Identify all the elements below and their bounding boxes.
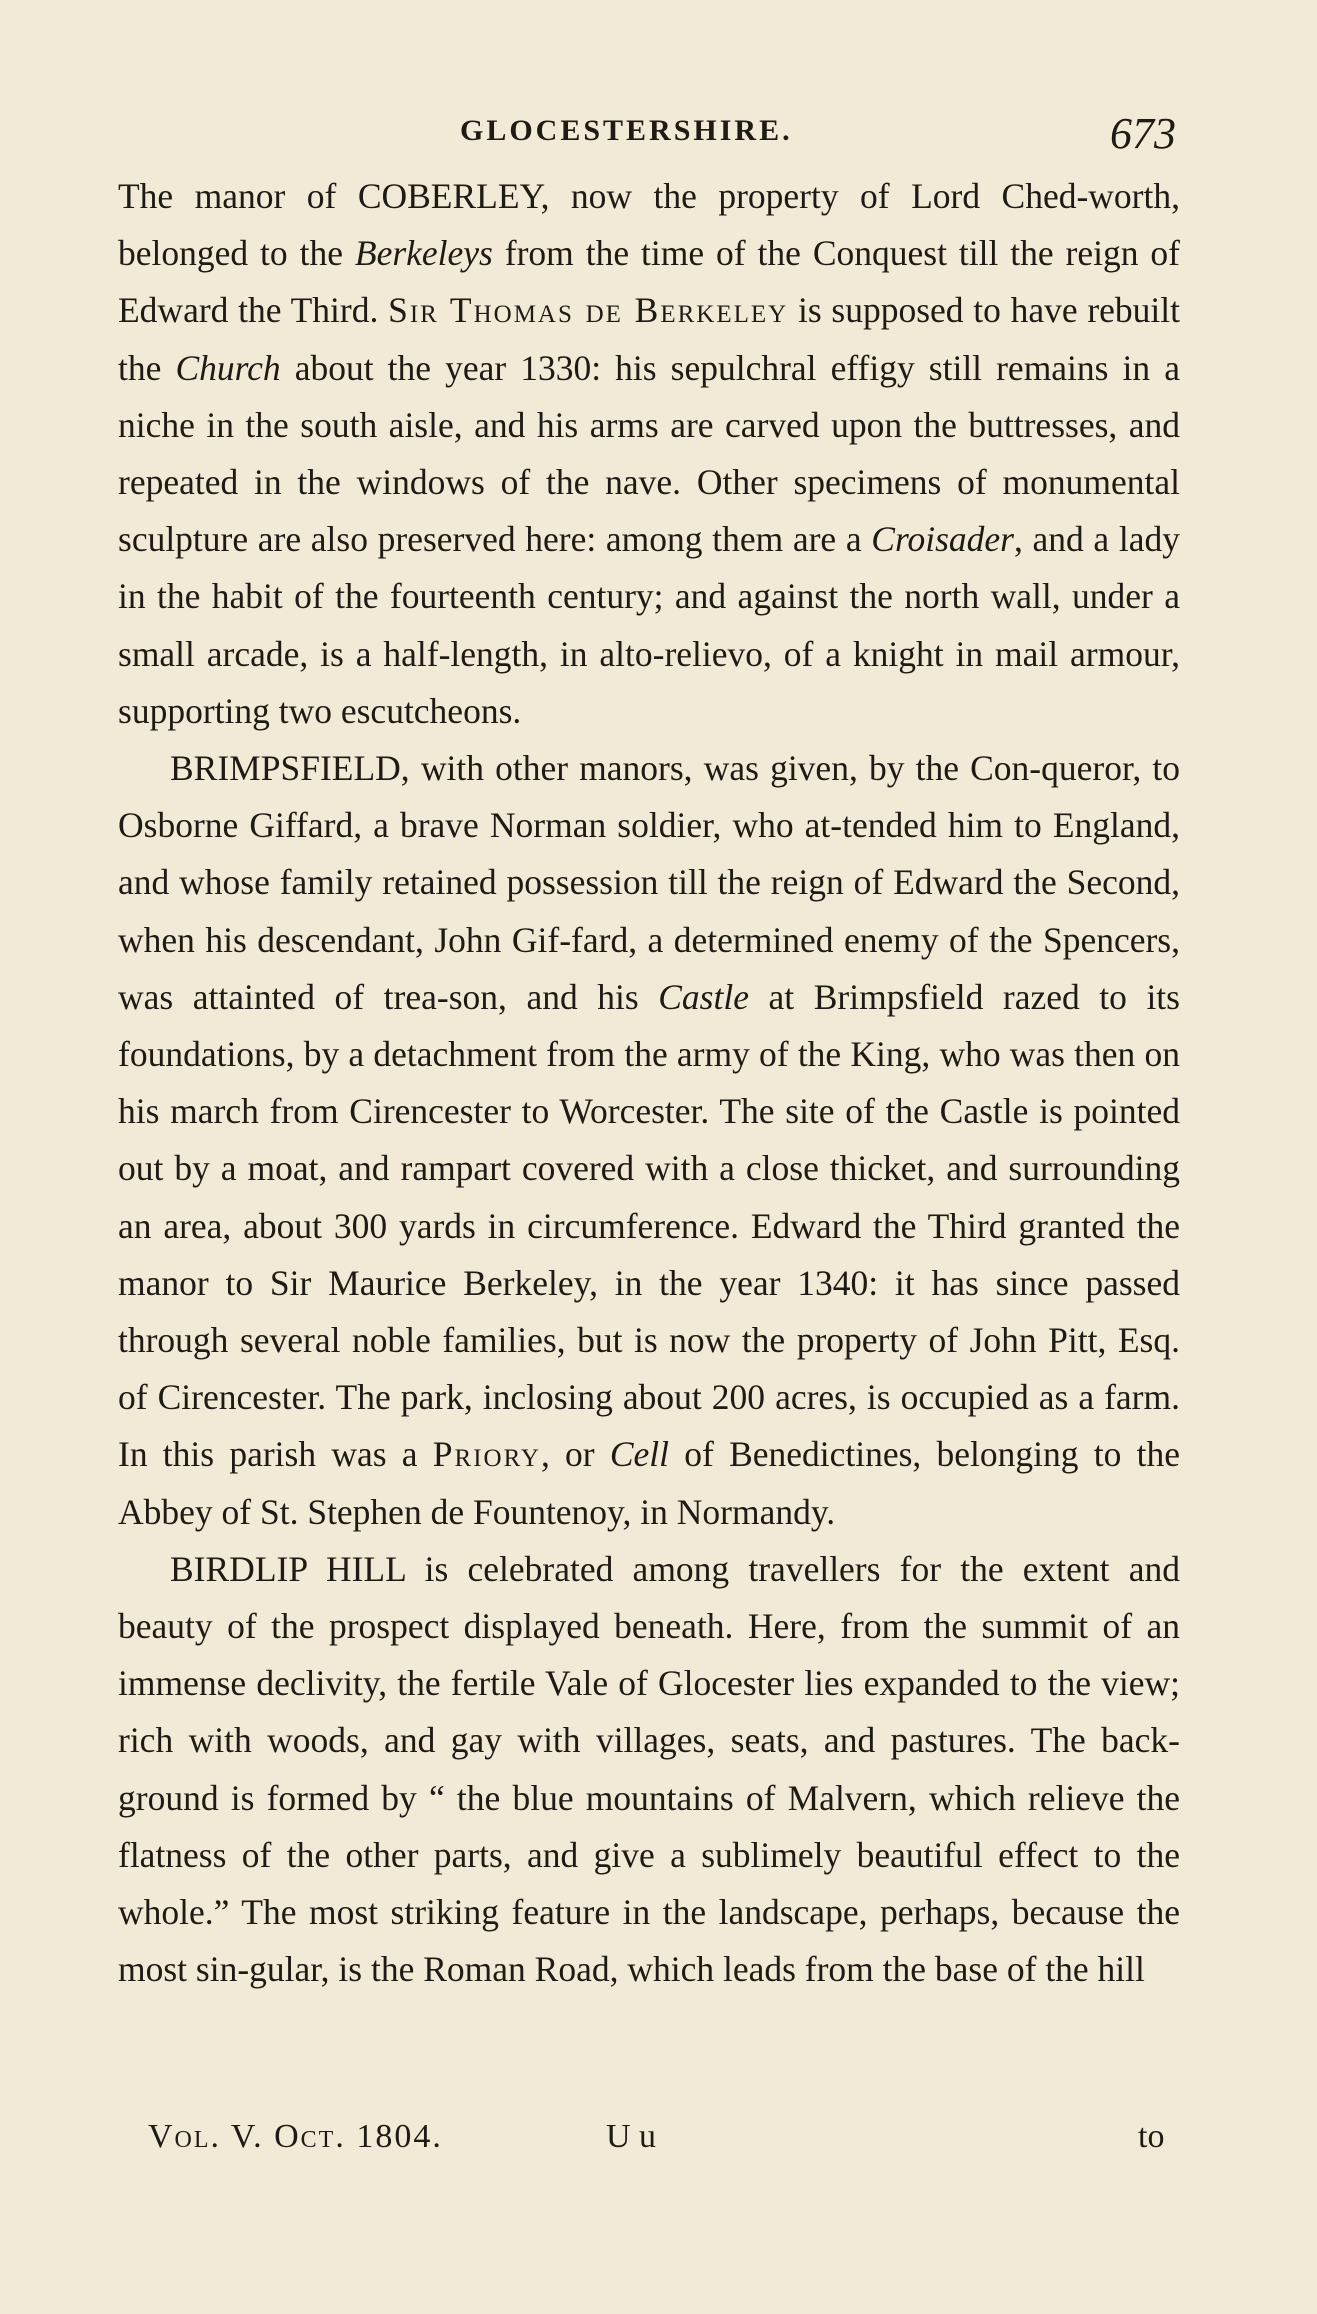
text-run: of Benedictines, belonging to the Abbey of St. Stephen de Fountenoy, in Normandy. (118, 1434, 1180, 1532)
signature-mark: U u (606, 2118, 657, 2155)
paragraph (118, 740, 1180, 1541)
italic-text: Castle (658, 976, 749, 1017)
body-text (118, 168, 1180, 1999)
paragraph (118, 1541, 1180, 1999)
italic-text: Croisader (871, 519, 1014, 560)
page-footer (0, 2118, 1317, 2168)
page-number: 673 (1110, 109, 1176, 158)
text-run: about the year 1330: his sepulchral effigy still remains in a niche in the south aisle, and his arms are carved upon the buttresses, and repeated in the windows of the nave. Other specimens of monumental sculpture are also preserved here: among them are a (118, 347, 1180, 560)
text-run: , or (540, 1434, 610, 1475)
text-run: BRIMPSFIELD, with other manors, was given, by the Con-queror, to Osborne Giffard, a brave Norman soldier, who at-tended him to England, and whose family retained possession till the reign of Edward the Second, when his descendant, John Gif-fard, a determined enemy of the Spencers, was attainted of trea-son, and his (118, 748, 1180, 1017)
volume-signature: Vol. V. Oct. 1804. (148, 2118, 443, 2155)
text-run: The manor of COBERLEY, now the property of Lord Ched-worth, belonged to the (118, 176, 1180, 274)
italic-text: Cell (609, 1434, 670, 1475)
running-head: GLOCESTERSHIRE. (460, 114, 793, 147)
text-run: is supposed to have rebuilt the (118, 290, 1181, 388)
text-run: BIRDLIP HILL is celebrated among travellers for the extent and beauty of the prospect displayed beneath. Here, from the summit of an immense declivity, the fertile Vale of Glocester lies expanded to the view; rich with woods, and gay with villages, seats, and pastures. The back-ground is formed by “ the blue mountains of Malvern, which relieve the flatness of the other parts, and give a sublimely beautiful effect to the whole.” The most striking feature in the landscape, perhaps, because the most sin-gular, is the Roman Road, which leads from the base of the hill (118, 1548, 1180, 1990)
text-run: from the time of the Conquest till the reign of Edward the Third. (118, 233, 1180, 331)
italic-text: Church (175, 347, 281, 388)
catchword: to (1138, 2118, 1165, 2155)
paragraph (118, 168, 1180, 740)
small-caps-text: Sir Thomas de Berkeley (388, 290, 789, 331)
page-header (0, 108, 1317, 158)
text-run: , and a lady in the habit of the fourteenth century; and against the north wall, under a small arcade, is a half-length, in alto-relievo, of a knight in mail armour, supporting two escutcheons. (118, 519, 1180, 731)
small-caps-text: Priory (432, 1434, 541, 1475)
text-run: at Brimpsfield razed to its foundations, by a detachment from the army of the King, who was then on his march from Cirencester to Worcester. The site of the Castle is pointed out by a moat, and rampart covered with a close thicket, and surrounding an area, about 300 yards in circumference. Edward the Third granted the manor to Sir Maurice Berkeley, in the year 1340: it has since passed through several noble families, but is now the property of John Pitt, Esq. of Cirencester. The park, inclosing about 200 acres, is occupied as a farm. In this parish was a (118, 976, 1180, 1475)
italic-text: Berkeleys (354, 233, 493, 274)
